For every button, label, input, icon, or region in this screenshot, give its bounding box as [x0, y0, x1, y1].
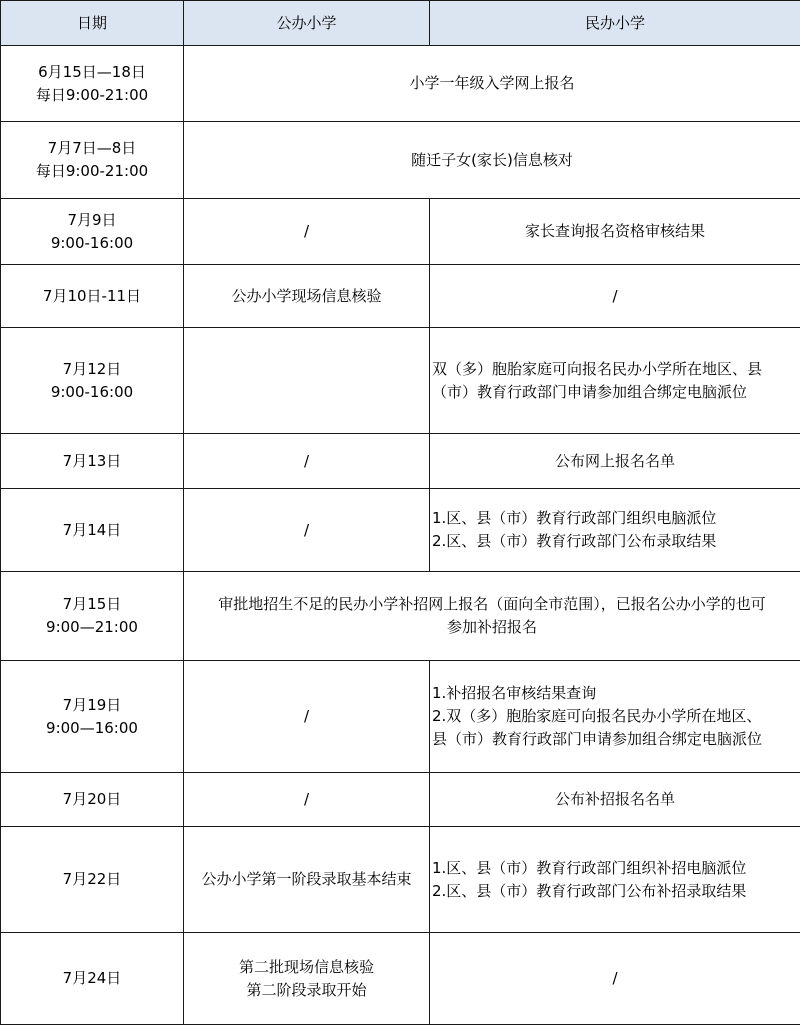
private-school-cell: [430, 489, 800, 572]
cell-line: 参加补招报名: [446, 618, 537, 636]
date-cell: [1, 489, 184, 572]
public-school-cell: [184, 933, 430, 1025]
cell-line: 7月20日: [62, 790, 122, 808]
cell-line: 7月19日: [62, 695, 122, 714]
private-school-cell: [430, 773, 800, 827]
table-row: [1, 434, 800, 489]
cell-line: 7月22日: [62, 870, 122, 888]
date-cell: [1, 773, 184, 827]
table-row: [1, 773, 800, 827]
cell-line: /: [303, 707, 310, 725]
cell-line: 9:00-16:00: [50, 382, 134, 401]
date-cell: [1, 122, 184, 199]
public-school-cell: [184, 434, 430, 489]
table-row: [1, 489, 800, 572]
cell-line: 每日9:00-21:00: [35, 162, 149, 180]
merged-cell: [184, 46, 800, 122]
cell-line: 7月15日: [62, 595, 122, 613]
cell-line: 双（多）胞胎家庭可向报名民办小学所在地区、县: [432, 359, 763, 378]
date-cell: [1, 933, 184, 1025]
cell-line: /: [303, 520, 310, 539]
private-school-cell: [430, 199, 800, 265]
cell-line: 2.区、县（市）教育行政部门公布录取结果: [432, 532, 717, 550]
cell-line: 随迁子女(家长)信息核对: [411, 150, 573, 169]
cell-line: 7月12日: [62, 359, 122, 378]
header-private: 民办小学: [430, 1, 800, 46]
cell-line: 6月15日—18日: [38, 62, 146, 81]
cell-line: 公布网上报名名单: [554, 451, 675, 470]
cell-line: /: [612, 286, 618, 305]
table-row: [1, 122, 800, 199]
cell-line: 县（市）教育行政部门申请参加组合绑定电脑派位: [432, 730, 763, 748]
cell-line: 2.区、县（市）教育行政部门公布补招录取结果: [432, 881, 747, 900]
date-cell: [1, 661, 184, 773]
date-cell: [1, 46, 184, 122]
cell-line: 2.双（多）胞胎家庭可向报名民办小学所在地区、: [432, 707, 762, 725]
cell-line: 小学一年级入学网上报名: [409, 74, 575, 92]
public-school-cell: [184, 661, 430, 773]
private-school-cell: [430, 933, 800, 1025]
table-row: [1, 199, 800, 265]
cell-line: /: [303, 451, 310, 470]
table-row: [1, 46, 800, 122]
table-row: [1, 572, 800, 661]
public-school-cell: [184, 827, 430, 933]
table-row: [1, 265, 800, 328]
cell-line: 第二批现场信息核验: [238, 957, 374, 976]
cell-line: 公布补招报名名单: [554, 790, 675, 808]
cell-line: 9:00—16:00: [46, 718, 138, 737]
cell-line: 每日9:00-21:00: [35, 85, 149, 104]
private-school-cell: [430, 661, 800, 773]
date-cell: [1, 827, 184, 933]
table-row: [1, 328, 800, 434]
private-school-cell: [430, 265, 800, 328]
public-school-cell: [184, 199, 430, 265]
cell-line: 9:00—21:00: [46, 618, 138, 636]
cell-line: 7月13日: [62, 451, 122, 470]
cell-line: 审批地招生不足的民办小学补招网上报名（面向全市范围），已报名公办小学的也可: [218, 595, 766, 613]
date-cell: [1, 199, 184, 265]
cell-line: 第二阶段录取开始: [246, 980, 367, 999]
cell-line: 1.区、县（市）教育行政部门组织补招电脑派位: [432, 858, 747, 877]
cell-line: 公办小学第一阶段录取基本结束: [201, 870, 412, 888]
public-school-cell: [184, 773, 430, 827]
public-school-cell: [184, 489, 430, 572]
cell-line: （市）教育行政部门申请参加组合绑定电脑派位: [432, 382, 748, 401]
cell-line: 7月9日: [67, 210, 117, 229]
private-school-cell: [430, 827, 800, 933]
table-row: [1, 933, 800, 1025]
cell-line: 7月7日—8日: [47, 139, 137, 157]
merged-cell: [184, 122, 800, 199]
cell-line: 家长查询报名资格审核结果: [524, 222, 705, 240]
header-public: 公办小学: [184, 1, 430, 46]
cell-line: 7月14日: [62, 520, 122, 539]
cell-line: 1.区、县（市）教育行政部门组织电脑派位: [432, 509, 717, 527]
private-school-cell: [430, 328, 800, 434]
cell-line: /: [303, 790, 310, 808]
merged-cell: [184, 572, 800, 661]
private-school-cell: [430, 434, 800, 489]
header-date: 日期: [1, 1, 184, 46]
date-cell: [1, 434, 184, 489]
table-row: [1, 827, 800, 933]
header-row: [1, 1, 800, 46]
date-cell: [1, 572, 184, 661]
date-cell: [1, 265, 184, 328]
public-school-cell: [184, 265, 430, 328]
table-row: [1, 661, 800, 773]
cell-line: 7月24日: [62, 969, 122, 987]
table-body: [1, 46, 800, 1025]
cell-line: /: [303, 222, 310, 240]
cell-line: 7月10日-11日: [42, 286, 142, 305]
cell-line: 1.补招报名审核结果查询: [432, 684, 597, 702]
date-cell: [1, 328, 184, 434]
public-school-cell: [184, 328, 430, 434]
cell-line: 公办小学现场信息核验: [231, 286, 382, 305]
cell-line: 9:00-16:00: [50, 233, 134, 252]
cell-line: /: [612, 969, 618, 987]
